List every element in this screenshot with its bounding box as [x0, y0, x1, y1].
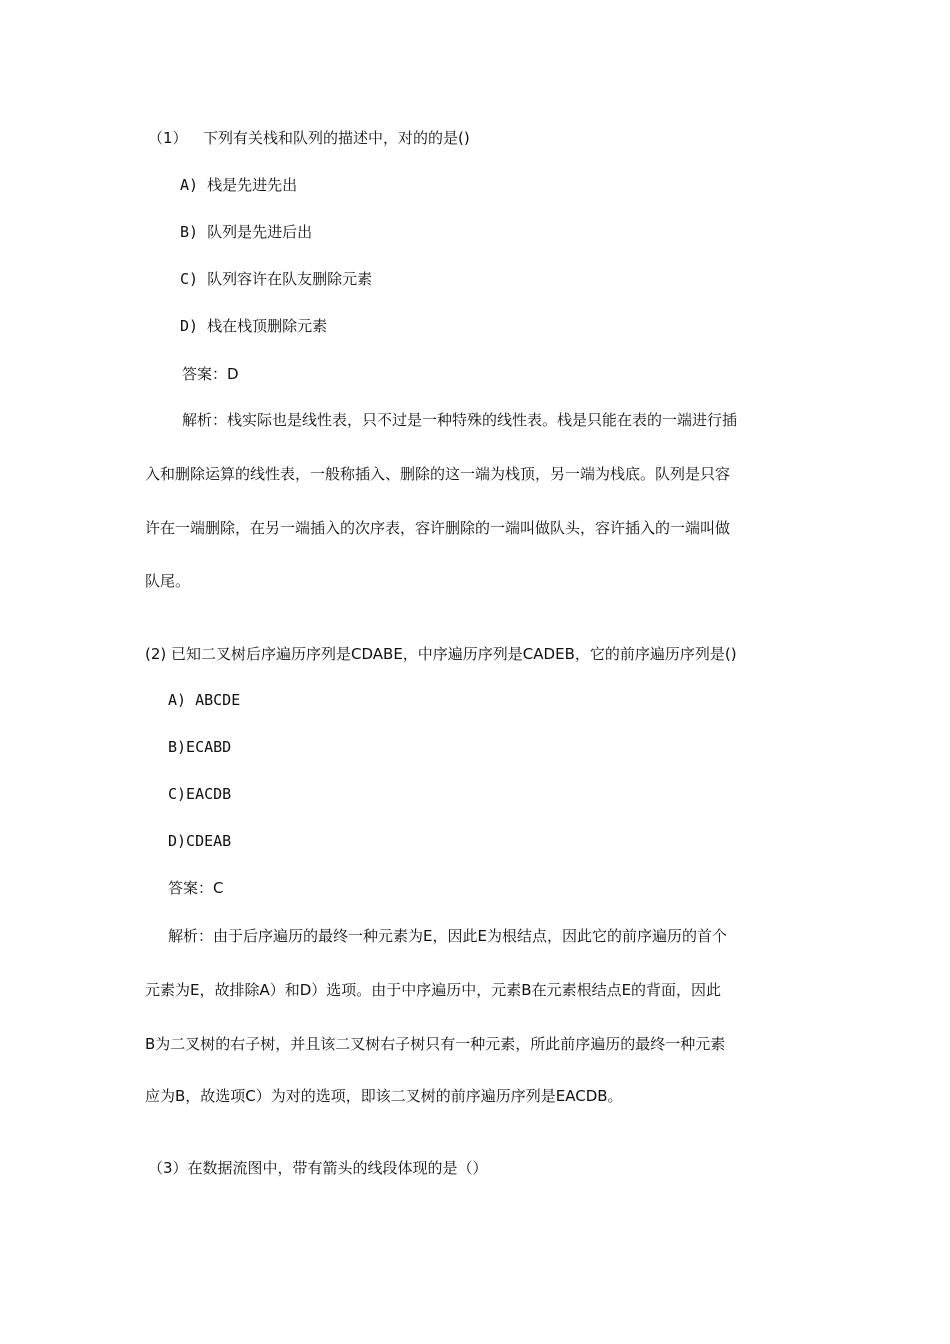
q2-option-c: C)EACDB	[168, 785, 232, 803]
q1-option-d: D) 栈在栈顶删除元素	[180, 317, 328, 335]
q2-analysis-line-3: B为二叉树的右子树，并且该二叉树右子树只有一种元素，所此前序遍历的最终一种元素	[145, 1035, 726, 1053]
q2-analysis-line-2: 元素为E，故排除A）和D）选项。由于中序遍历中，元素B在元素根结点E的背面，因此	[145, 981, 722, 999]
q1-option-b: B) 队列是先进后出	[180, 223, 313, 241]
q2-option-a: A) ABCDE	[168, 691, 241, 709]
q2-option-d: D)CDEAB	[168, 832, 232, 850]
q1-option-a: A) 栈是先进先出	[180, 176, 298, 194]
q1-stem: 下列有关栈和队列的描述中，对的的是()	[203, 129, 470, 147]
q2-analysis-line-4: 应为B，故选项C）为对的选项，即该二叉树的前序遍历序列是EACDB。	[145, 1087, 623, 1105]
q2-option-b: B)ECABD	[168, 738, 232, 756]
q1-analysis-line-4: 队尾。	[145, 572, 191, 590]
q2-answer: 答案：C	[168, 879, 224, 897]
q2-analysis-line-1: 解析：由于后序遍历的最终一种元素为E，因此E为根结点，因此它的前序遍历的首个	[168, 927, 727, 945]
q1-option-c: C) 队列容许在队友删除元素	[180, 270, 373, 288]
q2-stem: (2) 已知二叉树后序遍历序列是CDABE，中序遍历序列是CADEB，它的前序遍历序列是()	[145, 645, 737, 663]
q1-analysis-line-3: 许在一端删除，在另一端插入的次序表，容许删除的一端叫做队头，容许插入的一端叫做	[145, 519, 731, 537]
q1-analysis-line-1: 解析：栈实际也是线性表，只不过是一种特殊的线性表。栈是只能在表的一端进行插	[182, 411, 738, 429]
q1-analysis-line-2: 入和删除运算的线性表，一般称插入、删除的这一端为栈顶，另一端为栈底。队列是只容	[145, 465, 731, 483]
q3-stem: （3）在数据流图中，带有箭头的线段体现的是（）	[148, 1159, 488, 1177]
q1-number: （1）	[148, 129, 188, 147]
q1-answer: 答案：D	[182, 365, 239, 383]
